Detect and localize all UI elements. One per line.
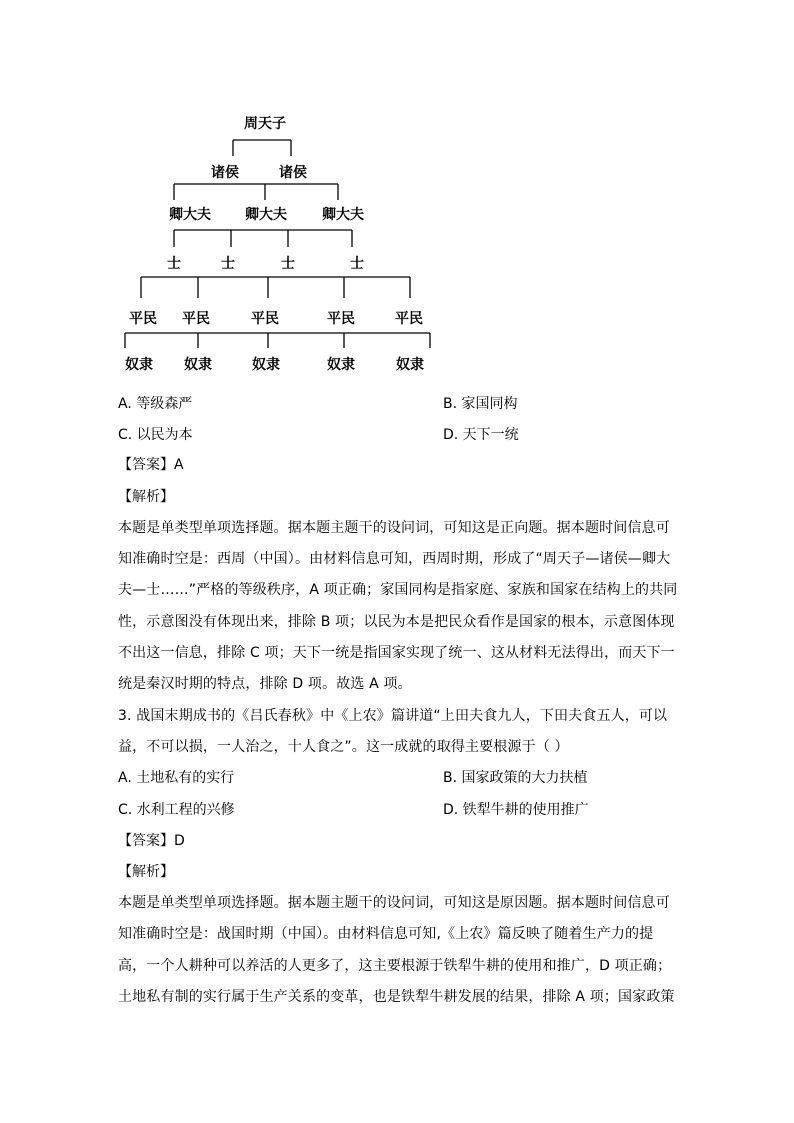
hierarchy-diagram [0,0,794,390]
connector-level4-5 [125,333,430,348]
node-qingdafu-1: 卿大夫 [169,207,211,223]
connector-level2-3 [174,230,352,247]
q3-option-c: C. 水利工程的兴修 [118,802,235,818]
q2-option-c: C. 以民为本 [118,427,193,443]
node-pingmin-4: 平民 [327,311,355,327]
q2-analysis-title: 【解析】 [118,489,174,505]
q3-analysis-line: 土地私有制的实行属于生产关系的变革，也是铁犁牛耕发展的结果，排除 A 项；国家政策 [118,989,675,1005]
q2-analysis-line: 知准确时空是：西周（中国）。由材料信息可知，西周时期，形成了“周天子—诸侯—卿大 [118,551,671,567]
node-nuli-1: 奴隶 [125,357,153,373]
node-zhou-tianzi: 周天子 [244,116,286,132]
node-zhuhou-2: 诸侯 [279,165,307,181]
node-nuli-4: 奴隶 [327,357,355,373]
q3-option-b: B. 国家政策的大力扶植 [443,770,588,786]
node-shi-4: 士 [350,256,364,272]
q2-option-d: D. 天下一统 [443,427,519,443]
q2-analysis-line: 不出这一信息，排除 C 项；天下一统是指国家实现了统一、这从材料无法得出，而天下一 [118,645,675,661]
connector-level3-4 [141,277,410,298]
node-nuli-3: 奴隶 [252,357,280,373]
q2-option-b: B. 家国同构 [443,396,518,412]
node-pingmin-1: 平民 [129,311,157,327]
q2-option-a: A. 等级森严 [118,396,193,412]
q2-analysis-line: 夫—士……”严格的等级秩序，A 项正确；家国同构是指家庭、家族和国家在结构上的共同 [118,582,678,598]
node-zhuhou-1: 诸侯 [211,165,239,181]
node-nuli-2: 奴隶 [184,357,212,373]
q3-analysis-line: 知准确时空是：战国时期（中国）。由材料信息可知,《上农》篇反映了随着生产力的提 [118,926,654,942]
q3-analysis-line: 本题是单类型单项选择题。据本题主题干的设问词，可知这是原因题。据本题时间信息可 [118,895,670,911]
node-qingdafu-3: 卿大夫 [322,207,364,223]
q3-analysis-line: 高，一个人耕种可以养活的人更多了，这主要根源于铁犁牛耕的使用和推广，D 项正确； [118,958,672,974]
q3-answer: 【答案】D [118,833,185,849]
q2-answer: 【答案】A [118,457,184,473]
q3-option-d: D. 铁犁牛耕的使用推广 [443,802,589,818]
node-shi-2: 士 [221,256,235,272]
node-pingmin-3: 平民 [251,311,279,327]
node-qingdafu-2: 卿大夫 [245,207,287,223]
q3-analysis-title: 【解析】 [118,864,174,880]
node-pingmin-2: 平民 [182,311,210,327]
connector-level0-1 [233,140,291,156]
q3-stem-line: 3. 战国末期成书的《吕氏春秋》中《上农》篇讲道“上田夫食九人，下田夫食五人，可以 [118,708,668,724]
node-shi-1: 士 [167,256,181,272]
q2-analysis-line: 性，示意图没有体现出来，排除 B 项；以民为本是把民众看作是国家的根本，示意图体现 [118,614,675,630]
q3-option-a: A. 土地私有的实行 [118,770,235,786]
connector-level1-2 [174,184,338,200]
node-nuli-5: 奴隶 [396,357,424,373]
q2-analysis-line: 统是秦汉时期的特点，排除 D 项。故选 A 项。 [118,676,412,692]
node-shi-3: 士 [281,256,295,272]
node-pingmin-5: 平民 [395,311,423,327]
q3-stem-line: 益，不可以损，一人治之，十人食之”。这一成就的取得主要根源于（ ） [118,739,569,755]
q2-analysis-line: 本题是单类型单项选择题。据本题主题干的设问词，可知这是正向题。据本题时间信息可 [118,520,670,536]
